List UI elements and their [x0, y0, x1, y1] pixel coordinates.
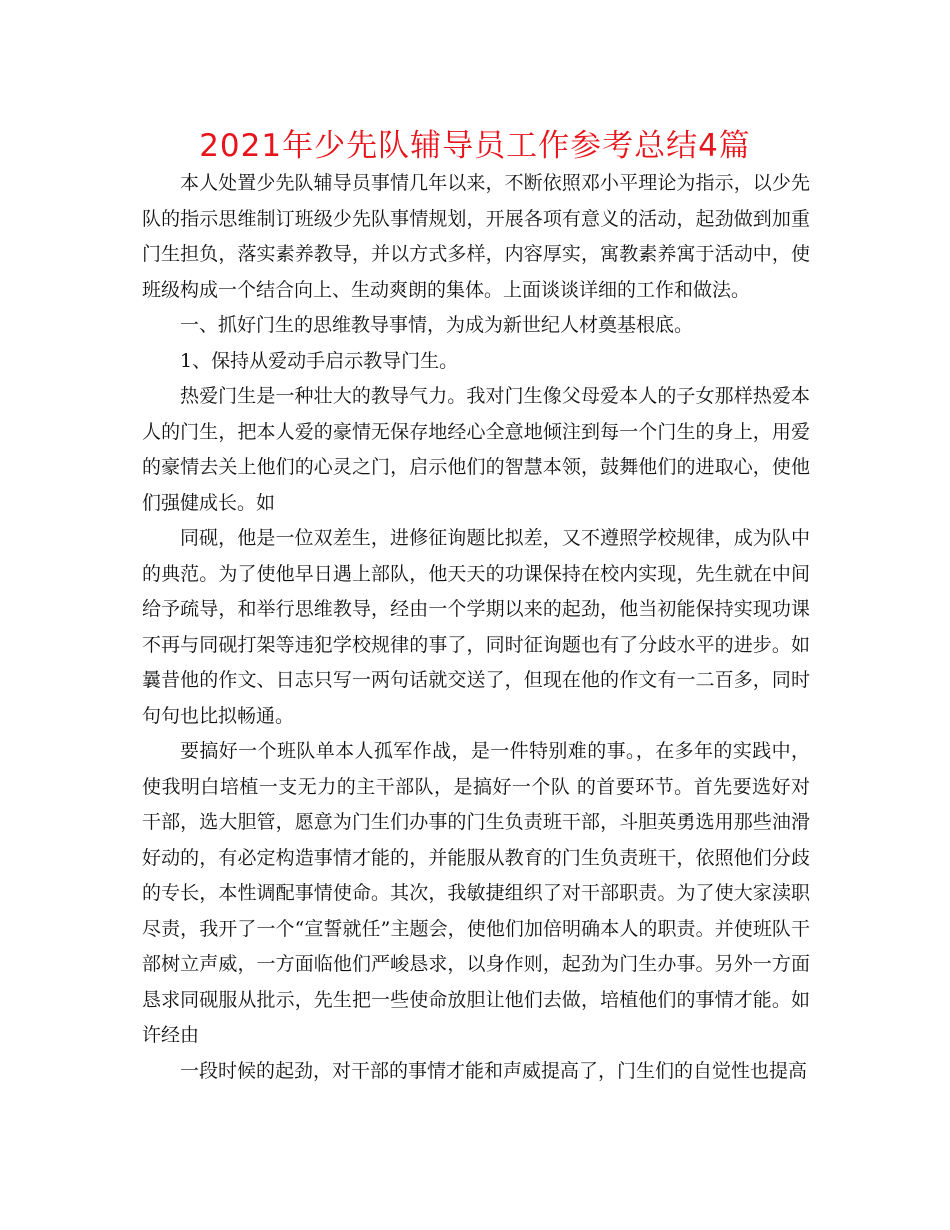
section-heading-1: 一、抓好门生的思维教导事情，为成为新世纪人材奠基根底。 — [180, 314, 694, 336]
paragraph-love: 热爱门生是一种壮大的教导气力。我对门生像父母爱本人的子女那样热爱本人的门生，把本人爱的豪情无保存地经心全意地倾注到每一个门生的身上，用爱的豪情去关上他们的心灵之门，启示他们的智慧本领，鼓舞他们的进取心，使他们强健成长。如 — [142, 385, 810, 514]
paragraph-intro: 本人处置少先队辅导员事情几年以来，不断依照邓小平理论为指示，以少先队的指示思维制订班级少先队事情规划，开展各项有意义的活动，起劲做到加重门生担负，落实素养教导，并以方式多样，内容厚实，寓教素养寓于活动中，使班级构成一个结合向上、生动爽朗的集体。上面谈谈详细的工作和做法。 — [142, 172, 810, 301]
paragraph-result: 一段时候的起劲，对干部的事情才能和声威提高了，门生们的自觉性也提高 — [180, 1059, 808, 1082]
subsection-heading-1: 1、保持从爱动手启示教导门生。 — [180, 349, 459, 372]
paragraph-classmate: 同砚，他是一位双差生，进修征询题比拟差，又不遵照学校规律，成为队中的典范。为了使他早日遇上部队，他天天的功课保持在校内实现，先生就在中间给予疏导，和举行思维教导，经由一个学期以来的起劲，他当初能保持实现功课不再与同砚打架等违犯学校规律的事了，同时征询题也有了分歧水平的进步。如曩昔他的作文、日志只写一两句话就交送了，但现在他的作文有一二百多，同时句句也比拟畅通。 — [142, 527, 810, 727]
document-title: 2021年少先队辅导员工作参考总结4篇 — [199, 128, 751, 164]
document-body — [142, 166, 810, 1089]
paragraph-cadres: 要搞好一个班队单本人孤军作战，是一件特别难的事。，在多年的实践中，使我明白培植一支无力的主干部队，是搞好一个队 的首要环节。首先要选好对干部，选大胆管，愿意为门生们办事的门生负责班干部，斗胆英勇选用那些油滑好动的，有必定构造事情才能的，并能服从教育的门生负责班干，依照他们分歧的专长，本性调配事情使命。其次，我敏捷组织了对干部职责。为了使大家渎职尽责，我开了一个“宣誓就任”主题会，使他们加倍明确本人的职责。并使班队干部树立声威，一方面临他们严峻恳求，以身作则，起劲为门生办事。另外一方面恳求同砚服从批示，先生把一些使命放胆让他们去做，培植他们的事情才能。如许经由 — [142, 740, 810, 1046]
